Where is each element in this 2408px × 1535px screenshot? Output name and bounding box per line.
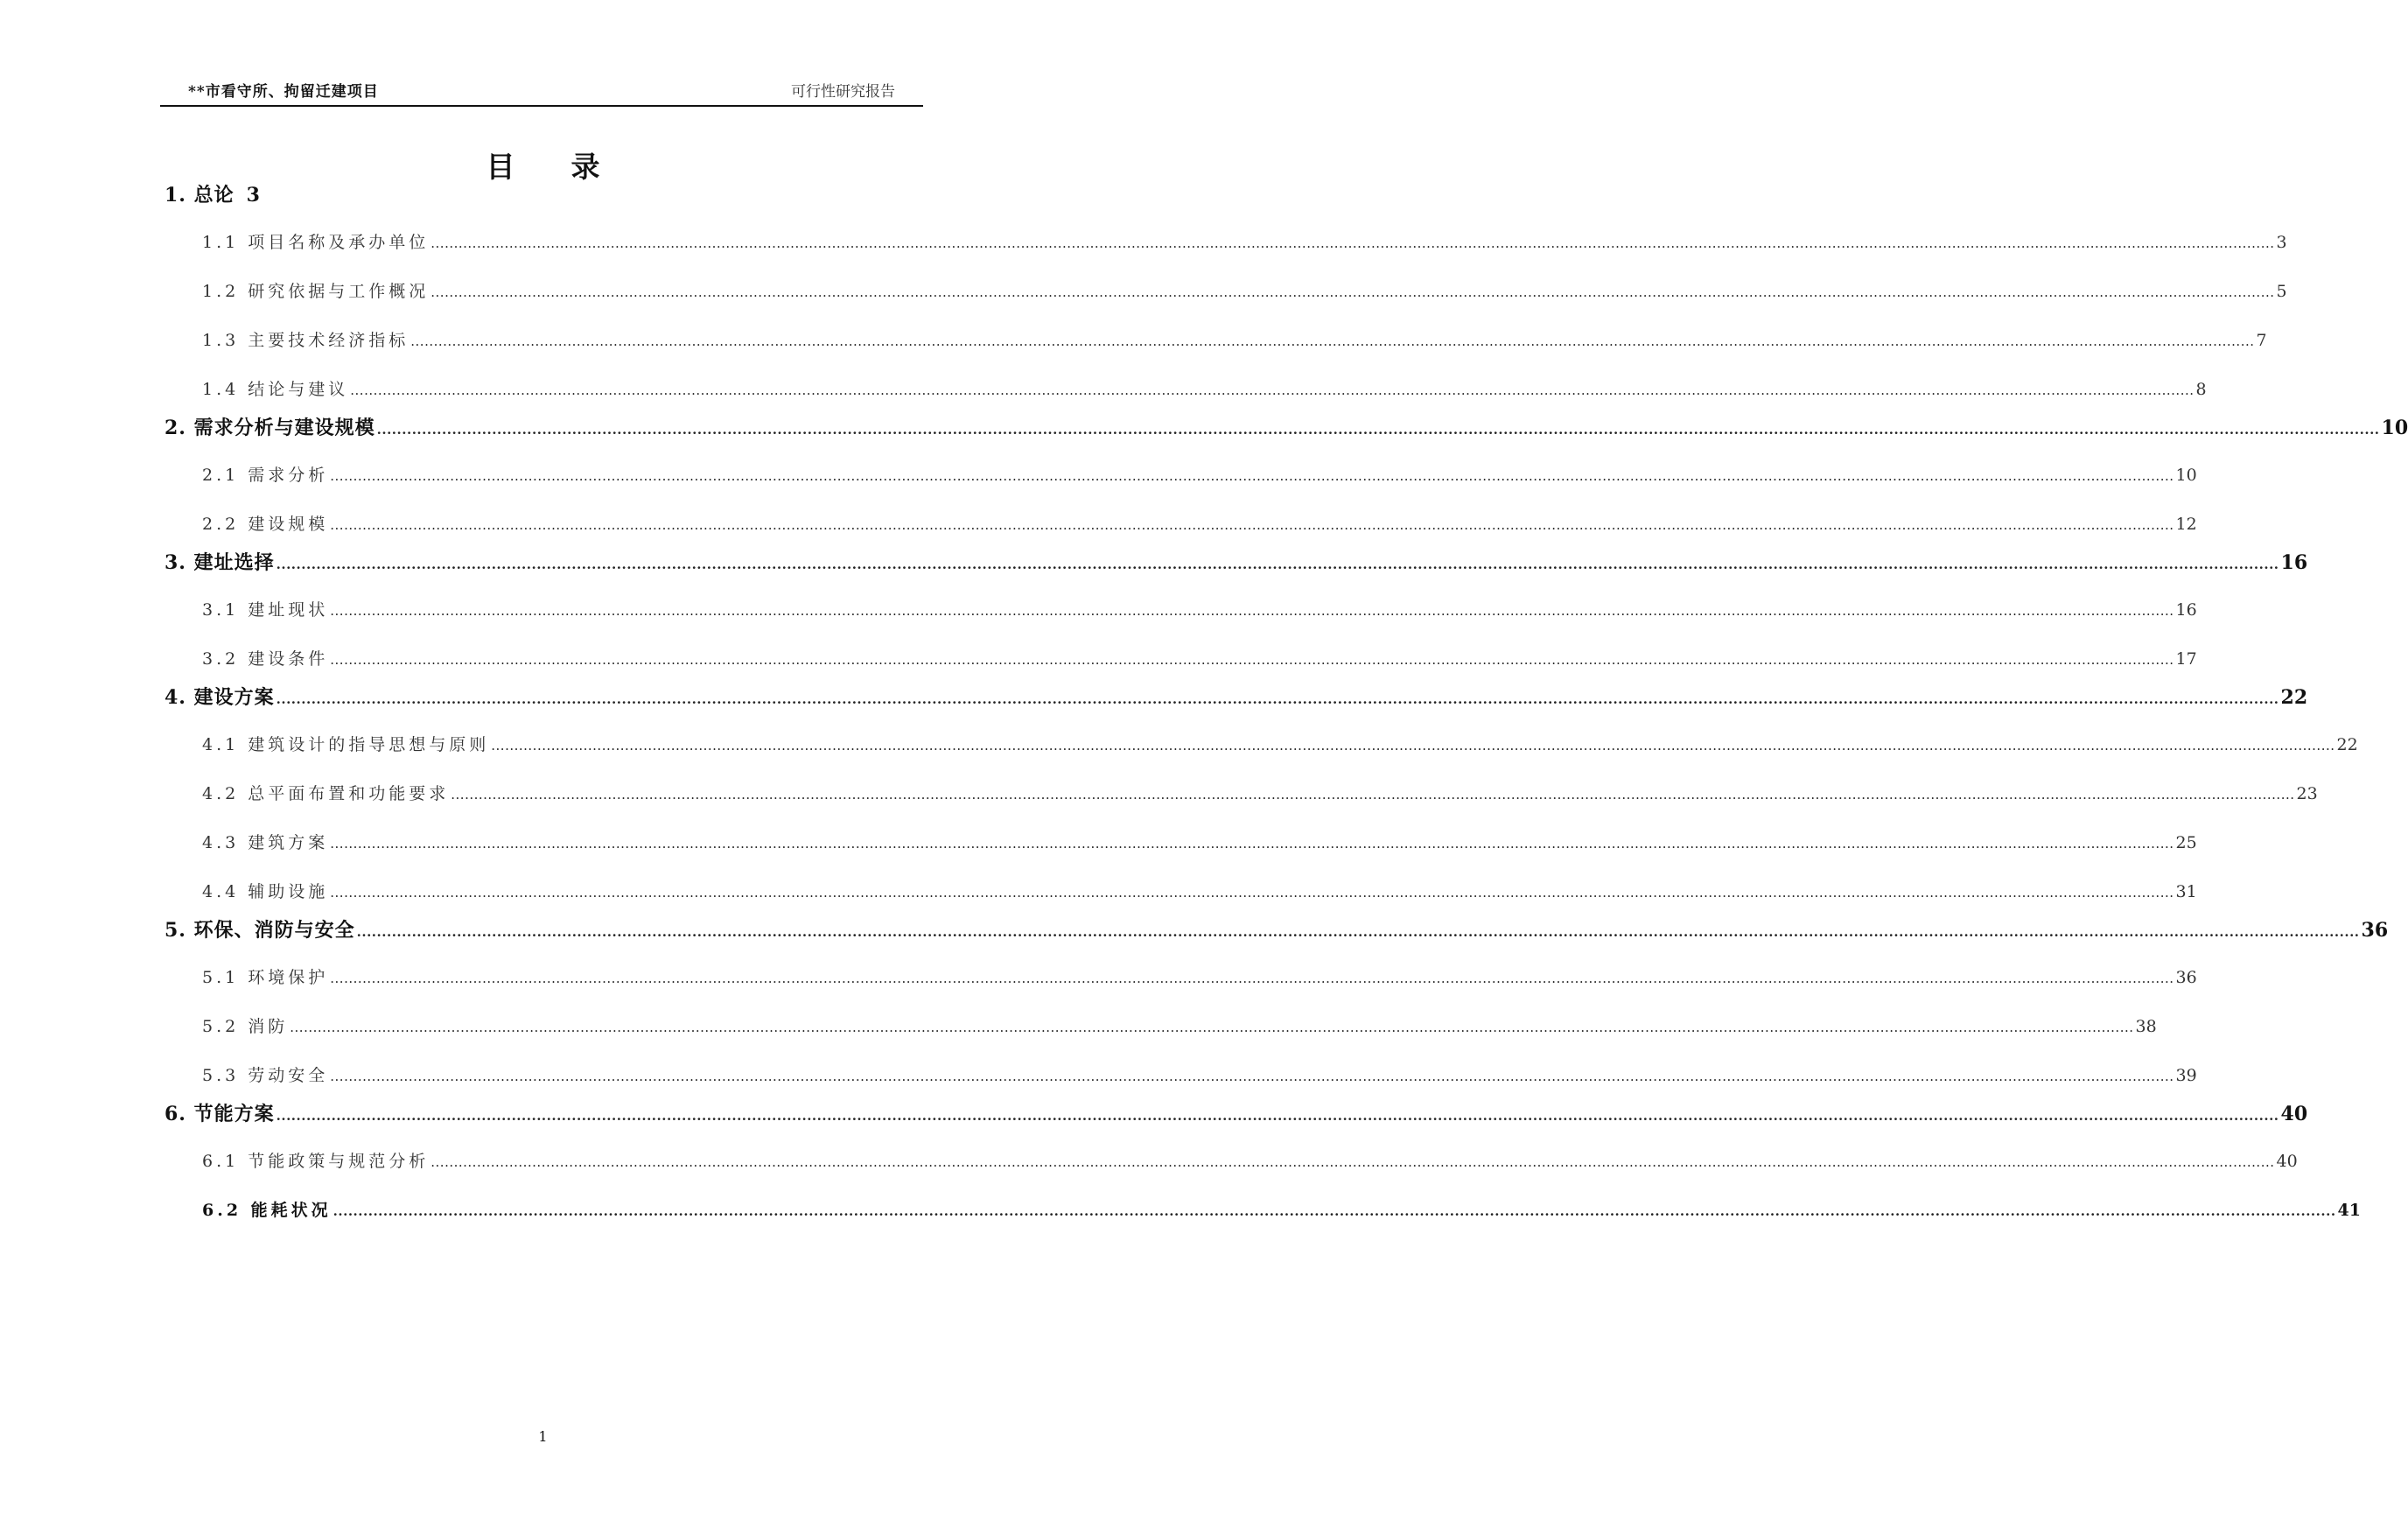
dot-leader: ................................................................................................................................................................................................................................................................................................................................................................................................................ [330,652,2174,668]
dot-leader: ................................................................................................................................................................................................................................................................................................................................................................................................................ [410,333,2255,349]
toc-entry-label: 4.3 建筑方案 [202,833,329,852]
toc-entry-label: 5.1 环境保护 [202,968,329,987]
dot-leader: ................................................................................................................................................................................................................................................................................................................................................................................................................ [276,557,2279,572]
toc-entry-label: 5.3 劳动安全 [202,1066,329,1085]
dot-leader: ................................................................................................................................................................................................................................................................................................................................................................................................................ [330,603,2174,619]
toc-entry-page: 8 [2195,380,2207,399]
toc-section-entry[interactable] [202,781,2318,807]
toc-entry-page: 31 [2175,882,2197,901]
toc-entry-label: 3.2 建设条件 [202,649,329,669]
toc-entry-page: 36 [2175,968,2197,987]
toc-entry-label: 5.2 消防 [202,1017,289,1036]
toc-chapter-entry[interactable] [164,413,2408,439]
toc-entry-label: 3.1 建址现状 [202,600,329,620]
dot-leader: ................................................................................................................................................................................................................................................................................................................................................................................................................ [330,1069,2174,1084]
toc-chapter-entry[interactable] [164,548,2308,574]
toc-entry-page: 3 [2276,233,2287,252]
toc-entry-label: 1. 总论 [164,184,234,207]
toc-entry-page: 22 [2336,735,2358,754]
toc-title: 目录 [486,150,656,184]
toc-section-entry[interactable] [202,511,2197,537]
dot-leader: ................................................................................................................................................................................................................................................................................................................................................................................................................ [332,1203,2336,1219]
toc-entry-page: 10 [2381,417,2408,439]
toc-entry-page: 16 [2280,551,2308,574]
toc-entry-label: 2.2 建设规模 [202,515,329,534]
toc-entry-page: 39 [2175,1066,2197,1085]
toc-entry-label: 2. 需求分析与建设规模 [164,417,375,439]
dot-leader: ................................................................................................................................................................................................................................................................................................................................................................................................................ [491,738,2335,753]
toc-entry-page: 38 [2135,1017,2157,1036]
toc-entry-page: 40 [2280,1103,2308,1125]
dot-leader: ................................................................................................................................................................................................................................................................................................................................................................................................................ [330,468,2174,484]
dot-leader: ................................................................................................................................................................................................................................................................................................................................................................................................................ [350,382,2194,398]
toc-entry-page: 7 [2256,331,2267,350]
dot-leader: ................................................................................................................................................................................................................................................................................................................................................................................................................ [451,787,2295,803]
toc-entry-page: 10 [2175,466,2197,485]
dot-leader: ................................................................................................................................................................................................................................................................................................................................................................................................................ [290,1020,2134,1035]
toc-section-entry[interactable] [202,597,2197,623]
toc-entry-label: 5. 环保、消防与安全 [164,919,355,942]
dot-leader: ................................................................................................................................................................................................................................................................................................................................................................................................................ [430,235,2275,251]
toc-chapter-entry[interactable] [164,683,2308,709]
toc-entry-label: 1.3 主要技术经济指标 [202,331,410,350]
toc-section-entry[interactable] [202,830,2197,856]
dot-leader: ................................................................................................................................................................................................................................................................................................................................................................................................................ [330,885,2174,901]
toc-section-entry[interactable] [202,1013,2157,1040]
dot-leader: ................................................................................................................................................................................................................................................................................................................................................................................................................ [330,971,2174,986]
toc-section-entry[interactable] [202,732,2358,758]
toc-entry-label: 4.4 辅助设施 [202,882,329,901]
dot-leader: ................................................................................................................................................................................................................................................................................................................................................................................................................ [430,284,2275,300]
toc-section-entry[interactable] [202,376,2207,403]
toc-entry-page: 41 [2337,1201,2361,1220]
toc-entry-label: 1.2 研究依据与工作概况 [202,282,430,301]
toc-entry-label: 4. 建设方案 [164,686,275,709]
toc-entry-label: 4.1 建筑设计的指导思想与原则 [202,735,490,754]
page-number: 1 [538,1428,548,1445]
toc-entry-page: 12 [2175,515,2197,534]
toc-entry-label: 1.4 结论与建议 [202,380,349,399]
dot-leader: ................................................................................................................................................................................................................................................................................................................................................................................................................ [276,691,2279,707]
toc-section-entry[interactable] [202,1062,2197,1089]
toc-entry-label: 2.1 需求分析 [202,466,329,485]
toc-section-entry[interactable] [202,1148,2298,1174]
toc-entry-page: 16 [2175,600,2197,620]
toc-entry-label: 6.2 能耗状况 [202,1201,332,1220]
project-name: **市看守所、拘留迁建项目 [188,83,379,101]
page-header [160,77,923,107]
toc-entry-page: 22 [2280,686,2308,709]
dot-leader: ................................................................................................................................................................................................................................................................................................................................................................................................................ [276,1108,2279,1124]
toc-entry-page: 5 [2276,282,2287,301]
toc-entry-label: 6.1 节能政策与规范分析 [202,1152,430,1171]
toc-section-entry[interactable] [202,1197,2361,1223]
toc-chapter-entry[interactable] [164,915,2389,942]
dot-leader: ................................................................................................................................................................................................................................................................................................................................................................................................................ [430,1154,2275,1170]
dot-leader: ................................................................................................................................................................................................................................................................................................................................................................................................................ [376,422,2380,438]
toc-entry-label: 6. 节能方案 [164,1103,275,1125]
toc-entry-label: 3. 建址选择 [164,551,275,574]
toc-section-entry[interactable] [202,879,2197,905]
toc-section-entry[interactable] [202,646,2197,672]
toc-entry-label: 4.2 总平面布置和功能要求 [202,784,450,803]
toc-section-entry[interactable] [202,229,2287,256]
toc-entry-page: 36 [2361,919,2389,942]
toc-chapter-entry[interactable] [164,180,260,207]
toc-entry-page: 23 [2296,784,2318,803]
dot-leader: ................................................................................................................................................................................................................................................................................................................................................................................................................ [356,924,2360,940]
dot-leader: ................................................................................................................................................................................................................................................................................................................................................................................................................ [330,517,2174,533]
toc-entry-page: 3 [246,184,260,207]
toc-entry-label: 1.1 项目名称及承办单位 [202,233,430,252]
dot-leader: ................................................................................................................................................................................................................................................................................................................................................................................................................ [330,836,2174,852]
toc-chapter-entry[interactable] [164,1099,2308,1125]
toc-section-entry[interactable] [202,278,2287,305]
toc-section-entry[interactable] [202,462,2197,488]
toc-entry-page: 17 [2175,649,2197,669]
toc-section-entry[interactable] [202,964,2197,991]
toc-section-entry[interactable] [202,327,2267,354]
toc-entry-page: 40 [2276,1152,2298,1171]
report-type: 可行性研究报告 [791,83,895,101]
toc-entry-page: 25 [2175,833,2197,852]
